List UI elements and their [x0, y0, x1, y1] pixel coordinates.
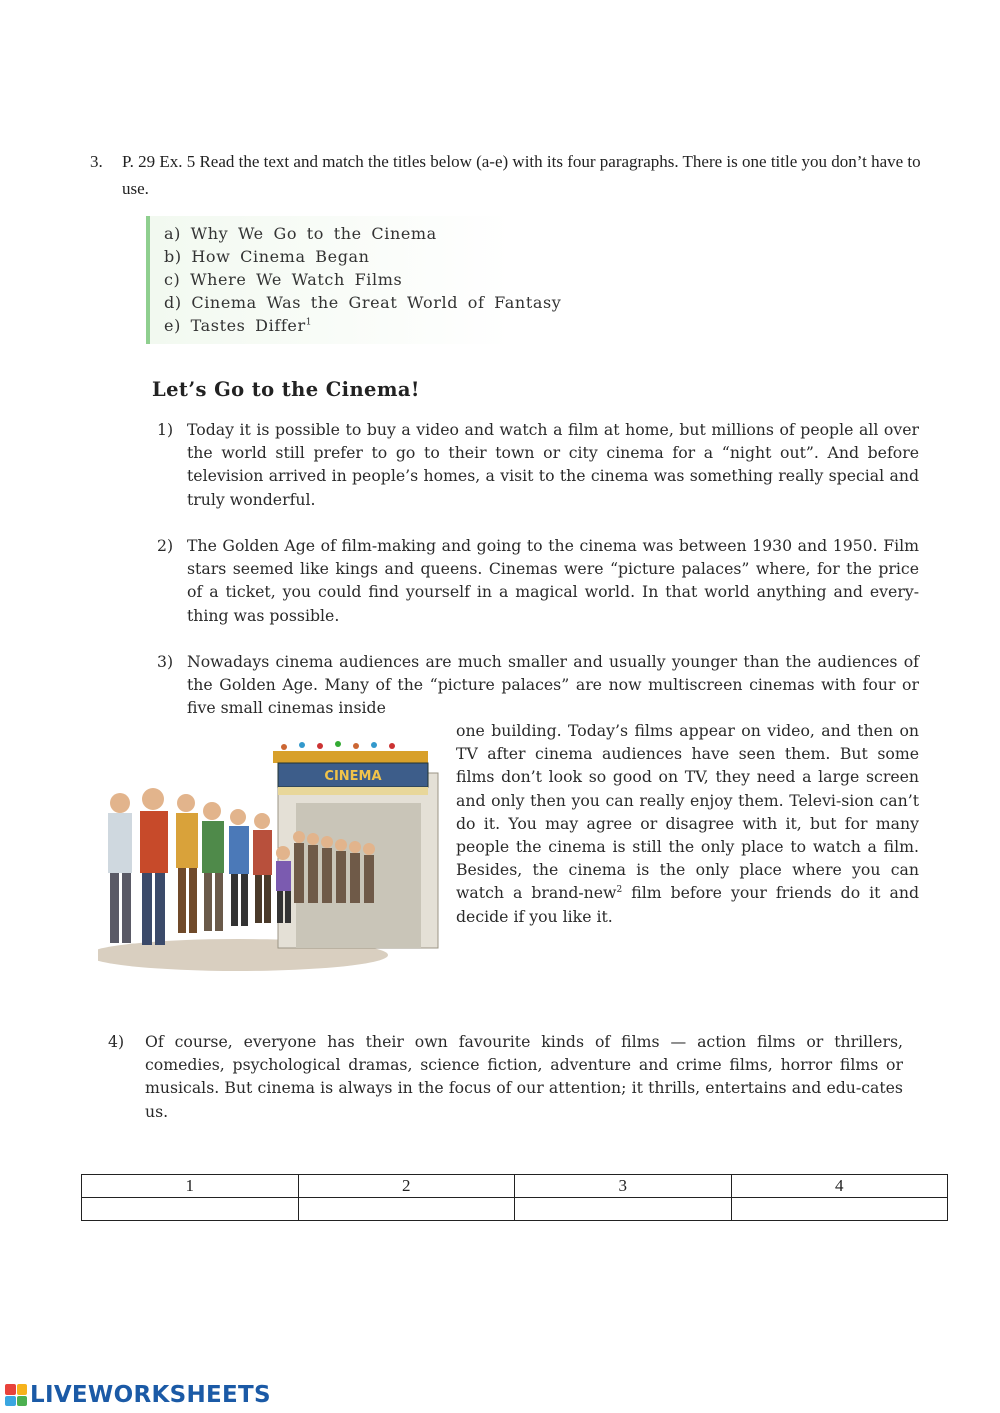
paragraph-1 — [157, 418, 919, 511]
paragraph-text: The Golden Age of film-making and going to the cinema was between 1930 and 1950. Film stars seemed like kings and queens. Cinemas were “picture palaces” where, for the price of a ticket, you could find yourself in a magical world. In that world anything and every-thing was possible. — [187, 536, 919, 625]
task-number: 3. — [90, 152, 103, 171]
paragraph-3 — [157, 650, 919, 720]
answer-table-input-row — [82, 1198, 948, 1221]
answer-cell-2[interactable] — [298, 1198, 515, 1221]
title-text: Where We Watch Films — [190, 270, 403, 289]
title-text: How Cinema Began — [191, 247, 370, 266]
title-text: Tastes Differ — [190, 316, 306, 335]
paragraph-number: 4) — [108, 1032, 125, 1051]
title-a — [164, 222, 666, 245]
answer-cell-1[interactable] — [82, 1198, 299, 1221]
title-letter: e) — [164, 316, 181, 335]
footnote-marker: 2 — [616, 885, 623, 896]
title-letter: c) — [164, 270, 181, 289]
title-b — [164, 245, 666, 268]
cinema-sign-text: CINEMA — [324, 769, 382, 784]
paragraph-text: Of course, everyone has their own favourite kinds of films — action films or thrillers, comedies, psychological dramas, science fiction, adventure and crime films, horror films or musicals. But cinema is always in the focus of our attention; it thrills, entertains and edu-cates us. — [145, 1032, 903, 1121]
cinema-queue-illustration — [98, 733, 443, 973]
answer-header-2: 2 — [298, 1175, 515, 1198]
paragraph-text: Today it is possible to buy a video and watch a film at home, but millions of people all over the world still prefer to go to their town or city cinema for a “night out”. And before television arrived in people’s homes, a visit to the cinema was something really special and truly wonderful. — [187, 420, 919, 509]
paragraph-number: 3) — [157, 652, 174, 671]
answer-header-4: 4 — [731, 1175, 948, 1198]
answer-cell-4[interactable] — [731, 1198, 948, 1221]
title-letter: b) — [164, 247, 182, 266]
paragraph-number: 2) — [157, 536, 174, 555]
footnote-marker: 1 — [305, 317, 313, 328]
logo-icon — [5, 1384, 27, 1406]
title-d — [164, 291, 666, 314]
title-text: Cinema Was the Great World of Fantasy — [191, 293, 562, 312]
answer-header-3: 3 — [515, 1175, 732, 1198]
paragraph-2 — [157, 534, 919, 627]
task-text: P. 29 Ex. 5 Read the text and match the titles below (a-e) with its four paragraphs. There is one title you don’t have to use. — [122, 152, 921, 198]
paragraph-4 — [108, 1030, 903, 1123]
titles-box — [146, 216, 666, 344]
title-letter: d) — [164, 293, 182, 312]
answer-header-1: 1 — [82, 1175, 299, 1198]
brand-name: LIVEWORKSHEETS — [30, 1382, 271, 1408]
title-e — [164, 314, 666, 337]
title-text: Why We Go to the Cinema — [190, 224, 437, 243]
title-letter: a) — [164, 224, 181, 243]
title-c — [164, 268, 666, 291]
liveworksheets-logo — [5, 1382, 271, 1408]
article-heading: Let’s Go to the Cinema! — [152, 378, 420, 401]
paragraph-number: 1) — [157, 420, 174, 439]
answer-table-header-row — [82, 1175, 948, 1198]
paragraph-text: film before your friends do it and decide if you like it. — [456, 883, 919, 926]
answer-cell-3[interactable] — [515, 1198, 732, 1221]
answer-table — [81, 1174, 948, 1221]
paragraph-text: one building. Today’s films appear on video, and then on TV after cinema audiences have seen them. But some films don’t look so good on TV, they need a large screen and only then you can really enjoy them. Televi-sion can’t do it. You may agree or disagree with it, but for many people the cinema is still the only place to watch a film. Besides, the cinema is the only place where you can watch a brand-new — [456, 721, 919, 903]
paragraph-text: Nowadays cinema audiences are much smaller and usually younger than the audiences of the Golden Age. Many of the “picture palaces” are now multiscreen cinemas with four or five small cinemas inside — [187, 652, 919, 718]
paragraph-3-continued — [456, 719, 919, 928]
